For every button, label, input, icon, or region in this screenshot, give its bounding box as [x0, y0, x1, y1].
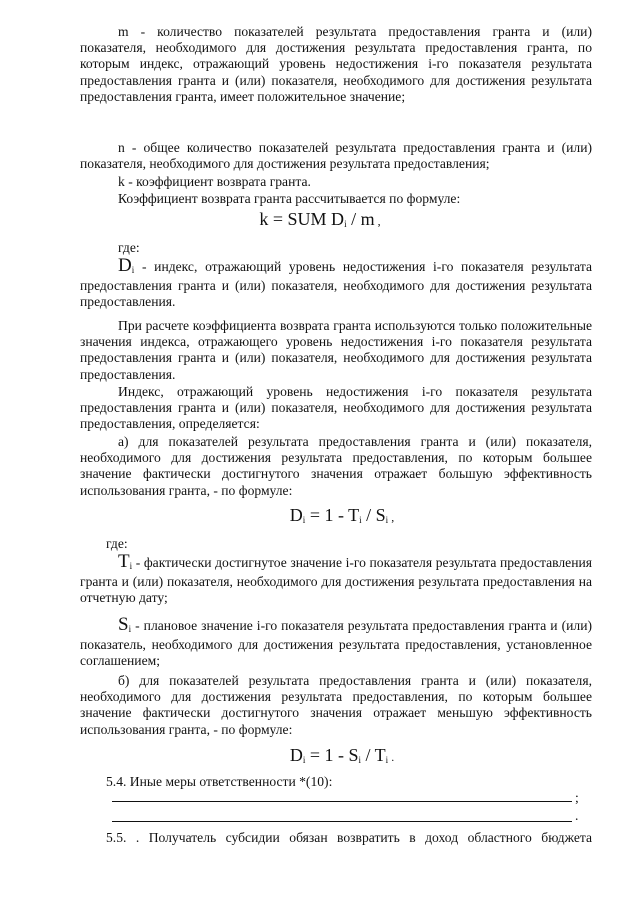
where-label-1: где:: [118, 240, 140, 255]
formula-b-tail: .: [388, 750, 395, 764]
formula-a-d: D: [289, 505, 303, 525]
symbol-di-letter: D: [118, 255, 132, 276]
formula-b-div: / T: [361, 745, 386, 765]
paragraph-a: а) для показателей результата предоставления гранта и (или) показателя, необходимого для достижения результата предоставления, по которым большее значение фактически достигнутого значения отражает большую эффективность использования гранта, - по формуле:: [80, 434, 592, 498]
paragraph-b: б) для показателей результата предоставления гранта и (или) показателя, необходимого для достижения результата предоставления, по которым большее значение фактически достигнутого значения отражает меньшую эффективность использования гранта, - по формуле:: [80, 673, 592, 737]
paragraph-n: n - общее количество показателей результата предоставления гранта и (или) показателя, необходимого для достижения результата предоставления;: [80, 140, 592, 172]
paragraph-5-5: 5.5. . Получатель субсидии обязан возвратить в доход областного бюджета: [106, 830, 592, 845]
symbol-ti-sub: i: [129, 561, 133, 571]
formula-a-sub-s: i: [385, 515, 389, 525]
formula-a-sub-t: i: [359, 515, 362, 525]
paragraph-ti-text: - фактически достигнутое значение i-го показателя результата предоставления гранта и (или) показателя, необходимого для достижения результата предоставления на отчетную дату;: [80, 555, 592, 606]
paragraph-di-text: - индекс, отражающий уровень недостижения i-го показателя результата предоставления гранта и (или) показателя, необходимого для достижения результата предоставления.: [80, 259, 592, 310]
symbol-si: [118, 614, 131, 635]
formula-k-sub: i: [344, 219, 347, 229]
line-1-semicolon: ;: [575, 790, 579, 805]
formula-b-d: D: [289, 745, 303, 765]
symbol-di: [118, 255, 134, 276]
symbol-di-sub: i: [131, 265, 135, 275]
paragraph-k: k - коэффициент возврата гранта.: [118, 174, 311, 189]
paragraph-si-text: - плановое значение i-го показателя результата предоставления гранта и (или) показатель, необходимого для достижения результата предоставления, установленное соглашением;: [80, 618, 592, 669]
formula-a-tail: ,: [388, 510, 395, 524]
paragraph-formula-intro: Коэффициент возврата гранта рассчитывается по формуле:: [118, 191, 461, 206]
paragraph-si: [80, 614, 592, 670]
fill-in-line-2: [112, 821, 572, 822]
formula-b-sub-s: i: [358, 755, 361, 765]
formula-a-sub-d: i: [302, 515, 306, 525]
symbol-si-sub: i: [128, 624, 132, 634]
formula-b: [22, 745, 640, 770]
paragraph-index: Индекс, отражающий уровень недостижения i-го показателя результата предоставления гранта и (или) показателя, необходимого для достижения результата предоставления, определяется:: [80, 384, 592, 432]
formula-b-mid: = 1 - S: [305, 745, 359, 765]
formula-a-div: / S: [361, 505, 386, 525]
formula-k-left: k = SUM D: [259, 209, 345, 229]
symbol-ti-letter: T: [118, 551, 130, 572]
line-2-mark: .: [575, 808, 579, 823]
where-label-2: где:: [106, 536, 128, 551]
formula-b-sub-t: i: [385, 755, 389, 765]
fill-in-line-1: [112, 801, 572, 802]
formula-a-mid: = 1 - T: [305, 505, 360, 525]
paragraph-positive: При расчете коэффициента возврата гранта используются только положительные значения индекса, отражающего уровень недостижения i-го показателя результата предоставления гранта и (или) показателя, необходимого для достижения результата предоставления.: [80, 318, 592, 382]
formula-k-right: / m: [346, 209, 375, 229]
symbol-ti: [118, 551, 132, 572]
paragraph-ti: [80, 551, 592, 607]
paragraph-5-4: 5.4. Иные меры ответственности *(10):: [106, 774, 333, 789]
formula-b-sub-d: i: [302, 755, 306, 765]
formula-a: [22, 505, 640, 530]
paragraph-m: m - количество показателей результата предоставления гранта и (или) показателя, необходимого для достижения результата предоставления гранта, по которым индекс, отражающий уровень недостижения i-го показателя результата предоставления гранта и (или) показателя, необходимого для достижения результата предоставления гранта, имеет положительное значение;: [80, 24, 592, 104]
formula-k: [0, 209, 640, 234]
symbol-si-letter: S: [118, 614, 129, 635]
paragraph-di: [80, 255, 592, 311]
formula-k-tail: ,: [374, 214, 381, 228]
